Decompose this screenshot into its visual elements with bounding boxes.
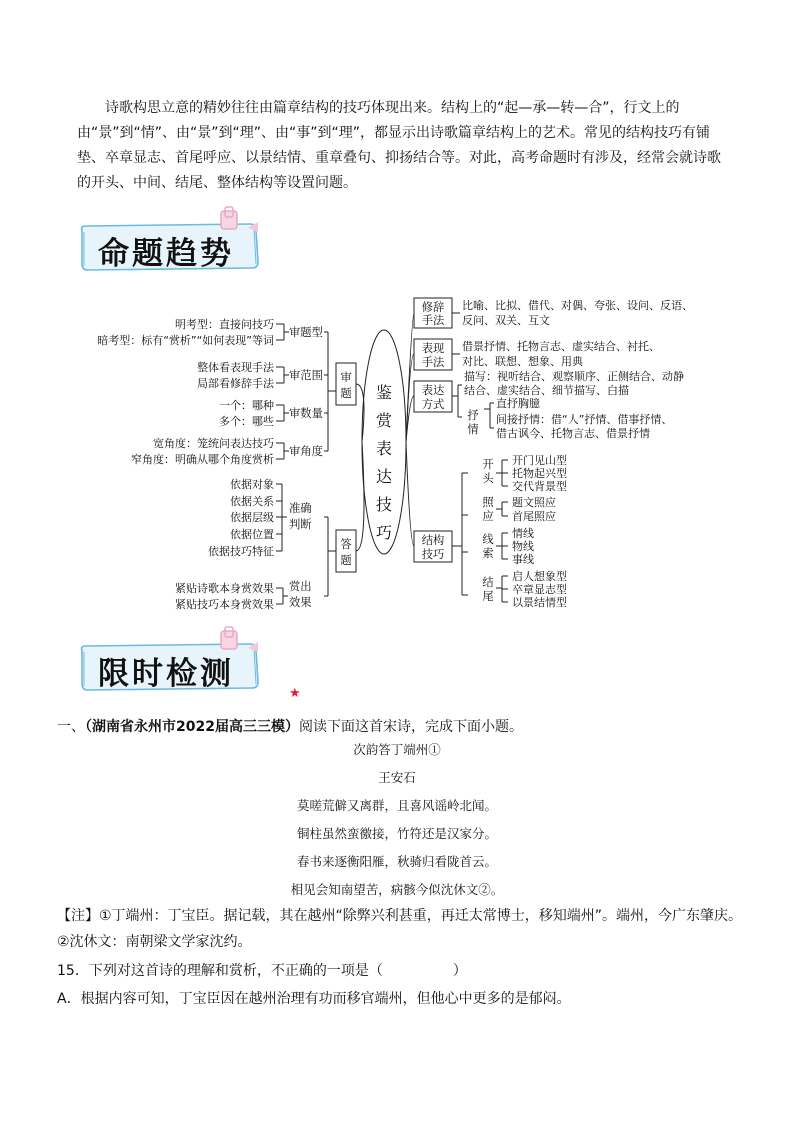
poem-line: 莫嗟荒僻又离群，且喜风谣岭北闻。 [296,798,497,813]
right-line: 对比、联想、想象、用典 [462,355,583,368]
label-xiansuo-2: 索 [482,547,494,560]
box-biaoxian-2: 手法 [421,356,445,369]
right-line: 比喻、比拟、借代、对偶、夸张、设问、反语、 [462,299,693,312]
poem-author: 王安石 [378,770,416,785]
label-xiansuo-1: 线 [482,533,494,546]
right-line: 以景结情型 [512,596,567,609]
box-jiegou-1: 结构 [421,534,445,547]
left-item: 依据对象 [230,478,274,491]
left-item: 多个：哪些 [219,415,274,428]
poem-title: 次韵答丁端州① [353,742,441,757]
right-line: 情线 [512,527,534,540]
option-a: A．根据内容可知，丁宝臣因在越州治理有功而移官端州，但他心中更多的是郁闷。 [57,991,571,1007]
section-banner-test [78,642,260,690]
label-shentixing: 审题型 [289,326,323,339]
section-banner-trend [78,222,260,270]
left-item: 依据位置 [230,528,274,541]
left-item: 局部看修辞手法 [197,377,274,390]
box-biaoxian-1: 表现 [421,342,445,355]
poem-line: 春书来逐衡阳雁，秋骑归看陇首云。 [296,854,497,869]
right-line: 事线 [512,553,534,566]
right-line: 首尾照应 [512,510,556,523]
right-line: 交代背景型 [512,480,567,493]
label-kaitou-2: 头 [482,472,494,485]
label-shenshuliang: 审数量 [289,407,323,420]
left-item: 暗考型：标有“赏析”“如何表现”等词 [97,334,274,347]
center-char-3: 表 [375,439,393,458]
paper-clip-icon [218,626,242,652]
left-item: 紧贴诗歌本身赏效果 [175,582,274,595]
question-15: 15．下列对这首诗的理解和赏析，不正确的一项是（ ） [57,963,467,979]
right-line: 直抒胸臆 [496,397,540,410]
right-line: 卒章显志型 [512,583,567,596]
question-instruction: 阅读下面这首宋诗，完成下面小题。 [298,719,523,735]
right-line: 借古讽今、托物言志、借景抒情 [496,427,650,440]
label-zhunque: 准确 [289,502,312,515]
left-item: 明考型：直接问技巧 [175,318,274,331]
left-item: 整体看表现手法 [197,361,274,374]
left-item: 宽角度：笼统问表达技巧 [153,437,274,450]
mindmap-diagram [0,290,794,620]
paper-clip-icon [218,206,242,232]
poem-line: 铜柱虽然蛮徼接，竹符还是汉家分。 [296,826,497,841]
question-prefix: 一、 [57,719,85,735]
branch-dati-char-2: 题 [340,554,352,567]
label-zhaoying-2: 应 [482,510,494,523]
left-item: 窄角度：明确从哪个角度赏析 [131,453,274,466]
right-line: 题文照应 [512,496,556,509]
label-shenfanwei: 审范围 [289,369,323,382]
box-jiegou-2: 技巧 [421,548,445,561]
center-char-1: 鉴 [375,383,393,402]
left-item: 一个：哪种 [219,399,274,412]
right-line: 物线 [512,540,534,553]
right-line: 描写：视听结合、观察顺序、正侧结合、动静 [464,370,684,383]
left-item: 紧贴技巧本身赏效果 [175,598,274,611]
question-source: （湖南省永州市2022届高三三模） [85,719,299,735]
branch-dati-char-1: 答 [340,538,352,551]
box-xiuci-2: 手法 [421,314,445,327]
box-biaoda-2: 方式 [421,398,445,411]
poem-note: 【注】①丁端州：丁宝臣。据记载，其在越州“除弊兴利甚重，再迁太常博士，移知端州”。端州，今广东肇庆。②沈休文：南朝梁文学家沈约。 [57,908,743,950]
label-kaitou-1: 开 [482,458,494,471]
label-shangchu: 赏出 [289,580,312,593]
question-header [57,716,523,736]
branch-shenti-char-2: 题 [340,387,352,400]
center-char-4: 达 [375,467,393,486]
left-item: 依据技巧特征 [208,545,274,558]
intro-paragraph: 诗歌构思立意的精妙往往由篇章结构的技巧体现出来。结构上的“起—承—转—合”，行文上的由“景”到“情”、由“景”到“理”、由“事”到“理”，都显示出诗歌篇章结构上的艺术。常见的结构技巧有铺垫、卒章显志、首尾呼应、以景结情、重章叠句、抑扬结合等。对此，高考命题时有涉及，经常会就诗歌的开头、中间、结尾、整体结构等设置问题。 [77,100,721,191]
branch-shenti-char-1: 审 [340,371,352,384]
label-jiewei-2: 尾 [482,590,494,603]
section-title-test: 限时检测 [98,656,234,692]
label-jiewei-1: 结 [482,576,494,589]
center-char-6: 巧 [375,523,393,542]
label-shuqing-2: 情 [467,423,479,436]
section-title-trend: 命题趋势 [98,236,234,272]
poem-line: 相见会知南望苦，病骸今似沈休文②。 [290,882,504,897]
center-char-2: 赏 [375,411,393,430]
right-line: 托物起兴型 [512,467,567,480]
label-panduan: 判断 [289,518,312,531]
label-shenjiaodu: 审角度 [289,445,323,458]
right-line: 借景抒情、托物言志、虚实结合、衬托、 [462,340,660,353]
left-item: 依据关系 [230,495,274,508]
center-label [376,383,393,542]
box-biaoda-1: 表达 [421,384,445,397]
right-line: 间接抒情：借“人”抒情、借事抒情、 [496,413,673,426]
right-line: 反问、双关、互文 [462,314,550,327]
star-icon: ★ [289,686,301,701]
label-zhaoying-1: 照 [482,496,494,509]
label-xiaoguo: 效果 [289,596,312,609]
right-line: 启人想象型 [512,570,567,583]
left-item: 依据层级 [230,511,274,524]
center-char-5: 技 [375,495,393,514]
box-xiuci-1: 修辞 [421,301,445,314]
right-line: 结合、虚实结合、细节描写、白描 [464,384,629,397]
right-line: 开门见山型 [512,454,567,467]
label-shuqing-1: 抒 [467,409,479,422]
